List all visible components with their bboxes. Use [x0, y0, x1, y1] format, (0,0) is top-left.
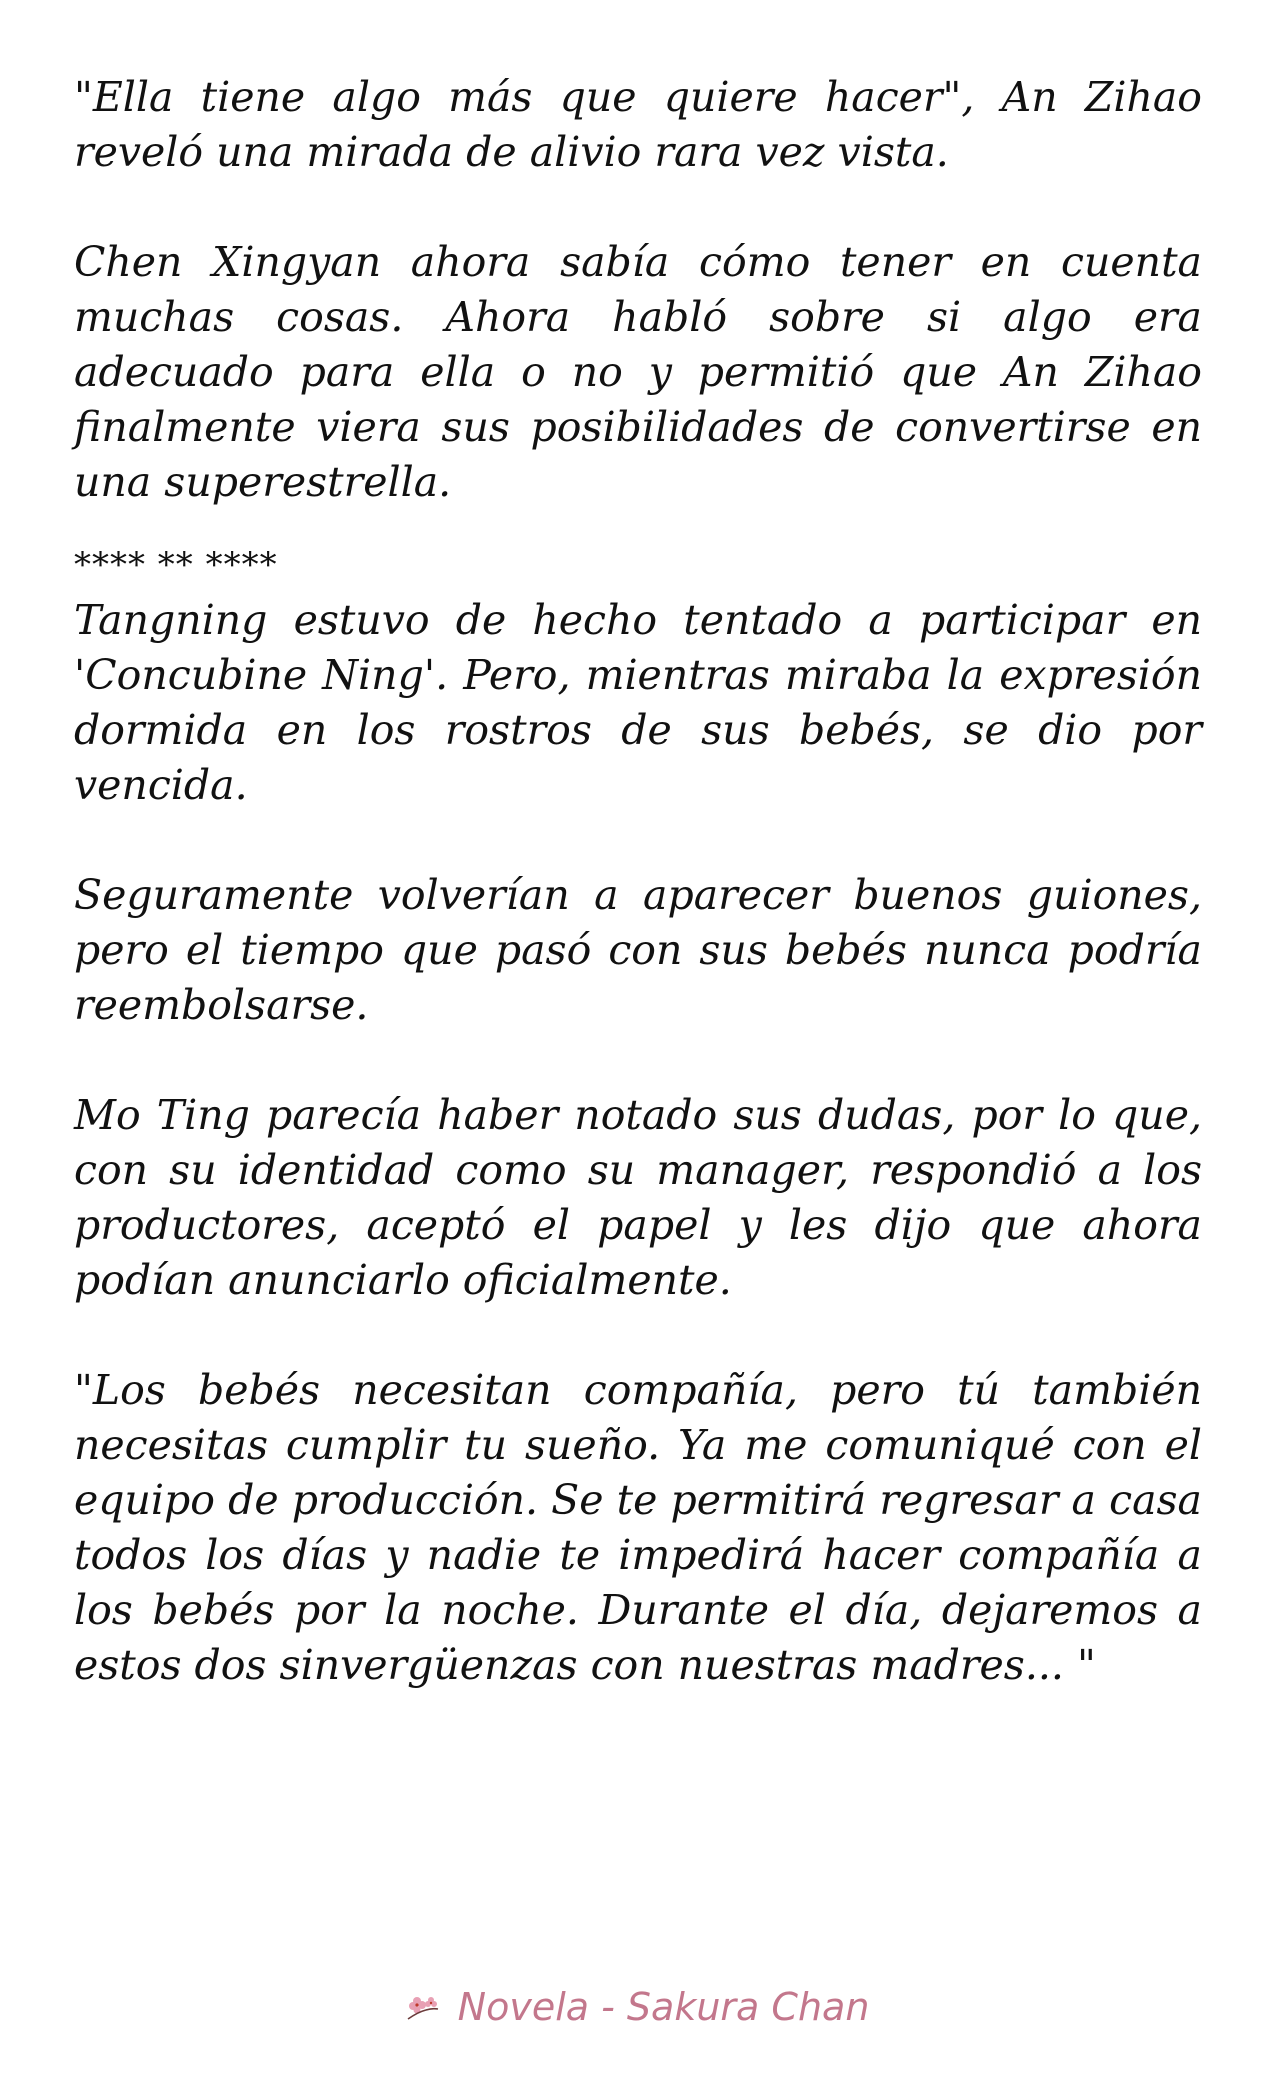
sakura-blossom-icon	[406, 1987, 442, 2017]
paragraph: Seguramente volverían a aparecer buenos guiones, pero el tiempo que pasó con sus bebés nunca podría reembolsarse.	[74, 871, 1202, 1029]
watermark	[0, 1985, 1275, 2029]
scene-separator: **** ** ****	[74, 545, 278, 585]
paragraph: Mo Ting parecía haber notado sus dudas, por lo que, con su identidad como su manager, respondió a los productores, aceptó el papel y les dijo que ahora podían anunciarlo oficialmente.	[74, 1091, 1202, 1304]
watermark-text: Novela - Sakura Chan	[457, 1985, 870, 2029]
paragraph: "Ella tiene algo más que quiere hacer", An Zihao reveló una mirada de alivio rara vez vista.	[74, 73, 1202, 176]
paragraph: Tangning estuvo de hecho tentado a participar en 'Concubine Ning'. Pero, mientras miraba la expresión dormida en los rostros de sus bebés, se dio por vencida.	[74, 596, 1202, 809]
chapter-text	[74, 70, 1202, 1748]
paragraph: "Los bebés necesitan compañía, pero tú también necesitas cumplir tu sueño. Ya me comuniqué con el equipo de producción. Se te permitirá regresar a casa todos los días y nadie te impedirá hacer compañía a los bebés por la noche. Durante el día, dejaremos a estos dos sinvergüenzas con nuestras madres... "	[74, 1366, 1202, 1689]
paragraph: Chen Xingyan ahora sabía cómo tener en cuenta muchas cosas. Ahora habló sobre si algo era adecuado para ella o no y permitió que An Zihao finalmente viera sus posibilidades de convertirse en una superestrella.	[74, 238, 1202, 506]
